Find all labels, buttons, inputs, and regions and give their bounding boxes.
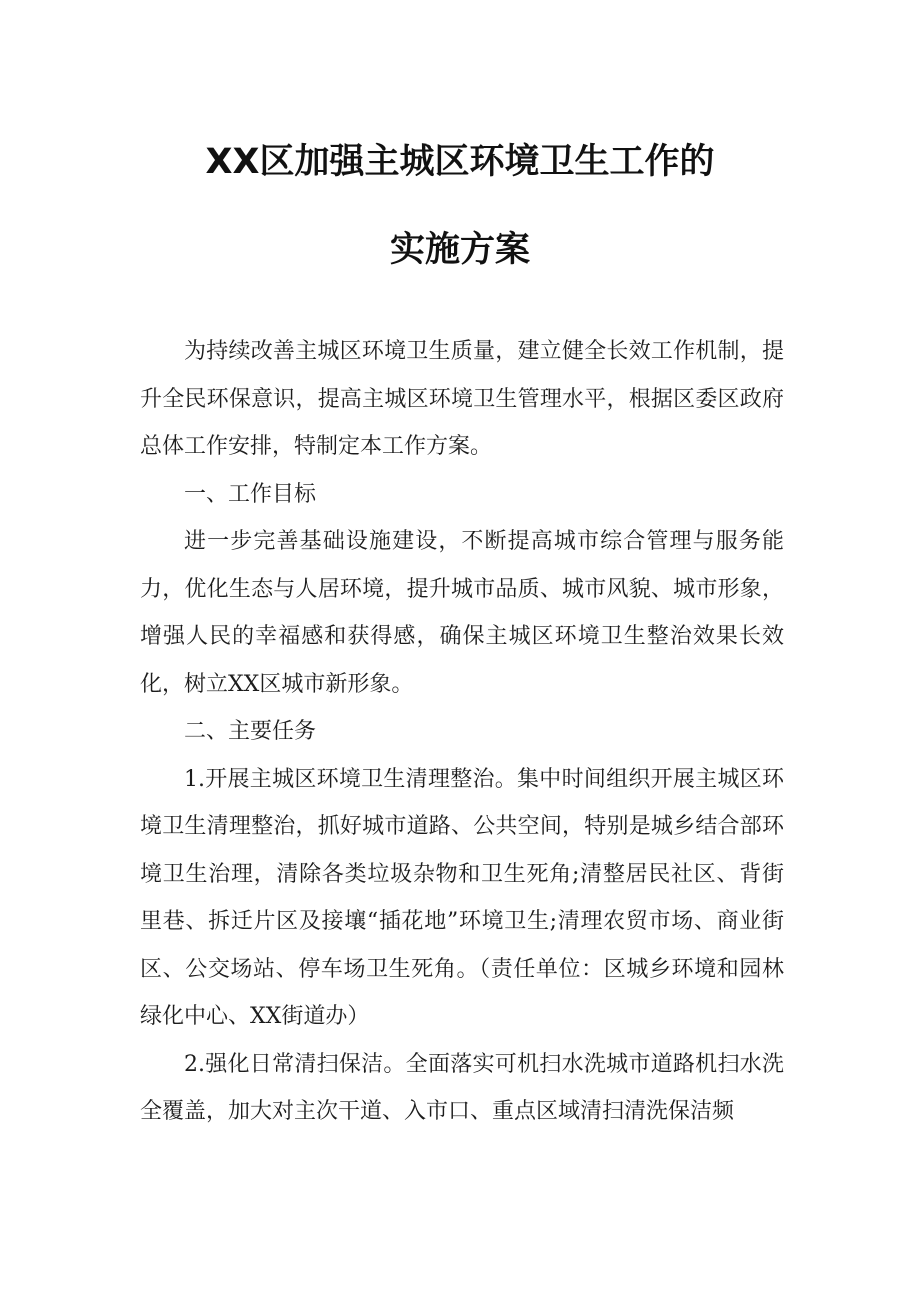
task-1-paragraph: 1.开展主城区环境卫生清理整治。集中时间组织开展主城区环境卫生清理整治，抓好城市道路、公共空间，特别是城乡结合部环境卫生治理，清除各类垃圾杂物和卫生死角;清整居民社区、背街里巷、拆迁片区及接壤“插花地”环境卫生;清理农贸市场、商业街区、公交场站、停车场卫生死角。（责任单位：区城乡环境和园林绿化中心、XX街道办） [140,766,784,1029]
section-heading-tasks: 二、主要任务 [184,719,317,744]
section-heading-goals: 一、工作目标 [184,481,317,507]
document-body [140,328,784,1136]
document-title-line-2: 实施方案 [389,230,530,270]
task-2-paragraph: 2.强化日常清扫保洁。全面落实可机扫水洗城市道路机扫水洗全覆盖，加大对主次干道、入市口、重点区域清扫清洗保洁频 [140,1051,784,1124]
intro-paragraph: 为持续改善主城区环境卫生质量，建立健全长效工作机制，提升全民环保意识，提高主城区环境卫生管理水平，根据区委区政府总体工作安排，特制定本工作方案。 [140,339,784,459]
goals-paragraph: 进一步完善基础设施建设，不断提高城市综合管理与服务能力，优化生态与人居环境，提升城市品质、城市风貌、城市形象，增强人民的幸福感和获得感，确保主城区环境卫生整治效果长效化，树立XX区城市新形象。 [140,529,784,697]
document-title-line-1: XX区加强主城区环境卫生工作的 [205,142,715,182]
